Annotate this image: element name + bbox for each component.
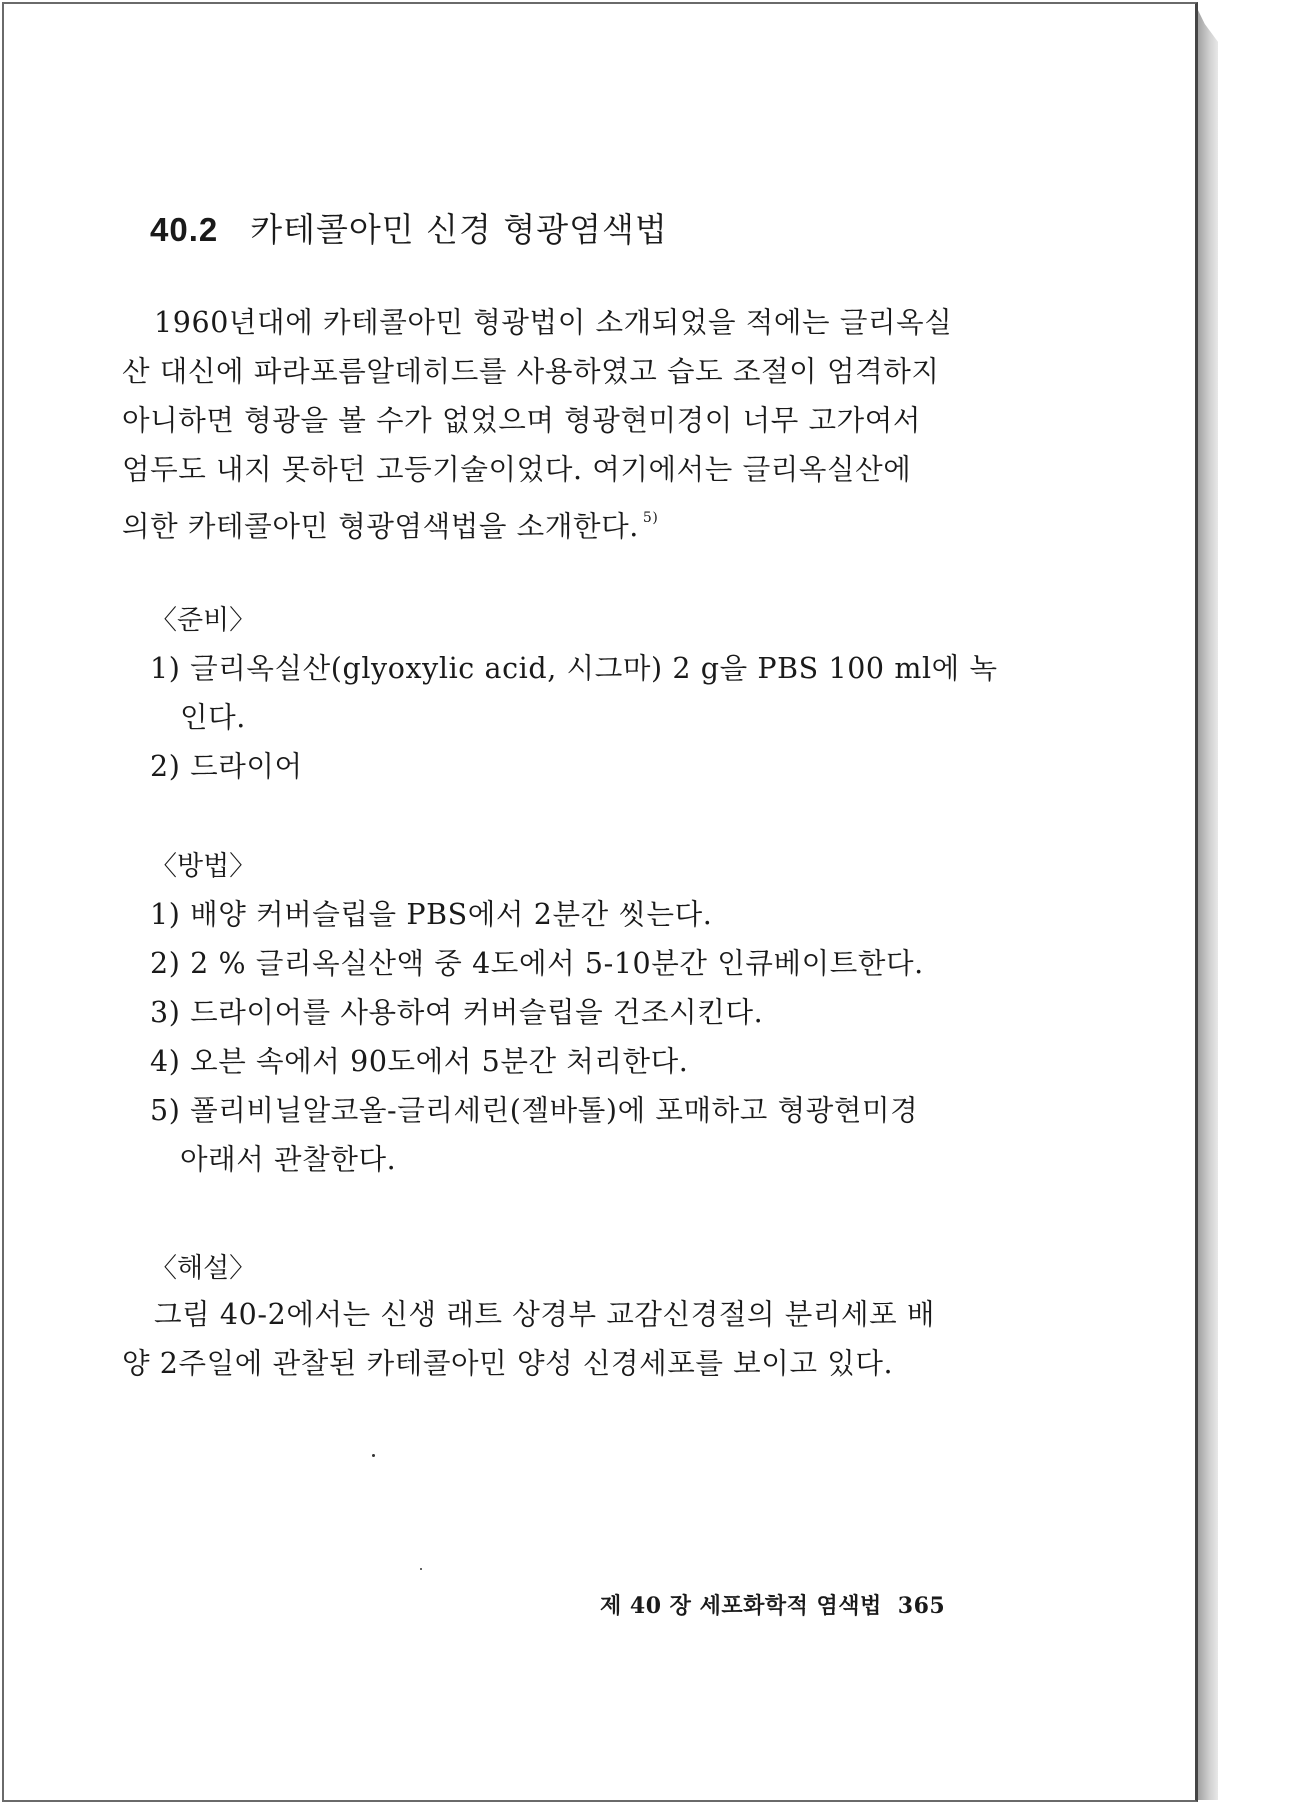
list-item: 1) 글리옥실산(glyoxylic acid, 시그마) 2 g을 PBS 100 ml에 녹	[150, 652, 998, 685]
dust-speck	[420, 1568, 422, 1570]
list-item: 2) 2 % 글리옥실산액 중 4도에서 5-10분간 인큐베이트한다.	[150, 947, 924, 980]
intro-line: 아니하면 형광을 볼 수가 없었으며 형광현미경이 너무 고가여서	[122, 404, 922, 437]
list-item: 2) 드라이어	[150, 750, 303, 783]
intro-line: 산 대신에 파라포름알데히드를 사용하였고 습도 조절이 엄격하지	[122, 355, 940, 388]
intro-line-last	[122, 494, 1022, 551]
preparation-list	[150, 644, 998, 791]
list-item: 5) 폴리비닐알코올-글리세린(젤바톨)에 포매하고 형광현미경	[150, 1094, 919, 1127]
dust-speck	[372, 1454, 375, 1457]
list-item: 3) 드라이어를 사용하여 커버슬립을 건조시킨다.	[150, 996, 764, 1029]
intro-line: 엄두도 내지 못하던 고등기술이었다. 여기에서는 글리옥실산에	[122, 453, 912, 486]
intro-line: 1960년대에 카테콜아민 형광법이 소개되었을 적에는 글리옥실	[154, 306, 953, 339]
method-label: 〈방법〉	[150, 851, 257, 882]
commentary-label: 〈해설〉	[150, 1253, 257, 1284]
list-item-continuation: 아래서 관찰한다.	[180, 1143, 397, 1176]
book-page	[2, 2, 1198, 1802]
page-footer	[600, 1589, 945, 1620]
section-title: 카테콜아민 신경 형광염색법	[250, 210, 668, 249]
preparation-label: 〈준비〉	[150, 605, 257, 636]
intro-paragraph	[122, 298, 1022, 551]
reference-superscript: 5)	[642, 510, 659, 526]
footer-page-number: 365	[897, 1593, 946, 1619]
page-edge-shadow	[1196, 6, 1218, 1800]
commentary-line: 양 2주일에 관찰된 카테콜아민 양성 신경세포를 보이고 있다.	[122, 1347, 894, 1380]
intro-line-text: 의한 카테콜아민 형광염색법을 소개한다.	[122, 510, 639, 543]
list-item: 4) 오븐 속에서 90도에서 5분간 처리한다.	[150, 1045, 689, 1078]
list-item: 1) 배양 커버슬립을 PBS에서 2분간 씻는다.	[150, 898, 713, 931]
section-heading	[150, 204, 668, 251]
footer-chapter: 제 40 장 세포화학적 염색법	[600, 1593, 882, 1619]
commentary-paragraph	[122, 1290, 1022, 1388]
commentary-line: 그림 40-2에서는 신생 래트 상경부 교감신경절의 분리세포 배	[154, 1298, 936, 1331]
section-number: 40.2	[150, 211, 219, 248]
list-item-continuation: 인다.	[180, 701, 246, 734]
method-list	[150, 890, 924, 1184]
